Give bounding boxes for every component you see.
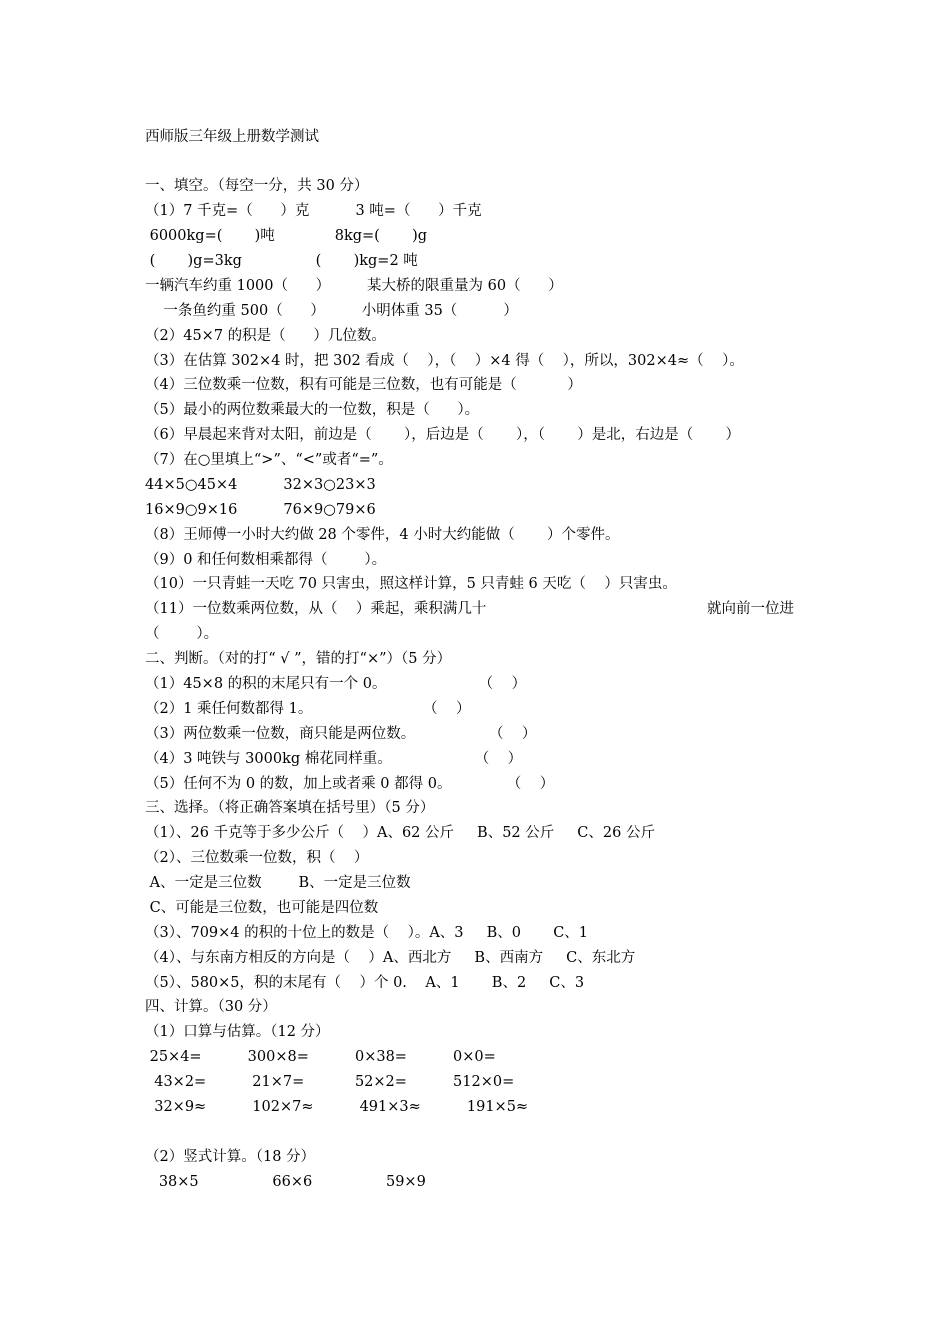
text-line: （1）、26 千克等于多少公斤（ ）A、62 公斤 B、52 公斤 C、26 公斤 [145, 825, 655, 841]
text-line: （5）最小的两位数乘最大的一位数，积是（ ）。 [145, 402, 480, 418]
text-line: （2）、三位数乘一位数，积（ ） [145, 850, 369, 866]
text-line: （1）口算与估算。（12 分） [145, 1024, 330, 1040]
text-line: （3）两位数乘一位数，商只能是两位数。 （ ） [145, 726, 537, 742]
text-line: 32×9≈ 102×7≈ 491×3≈ 191×5≈ [145, 1099, 529, 1115]
text-line: （11）一位数乘两位数，从（ ）乘起，乘积满几十 [145, 601, 487, 617]
text-line: （1）45×8 的积的末尾只有一个 0。 （ ） [145, 676, 527, 692]
text-line: 一、填空。（每空一分，共 30 分） [145, 178, 369, 194]
text-line: （10）一只青蛙一天吃 70 只害虫，照这样计算，5 只青蛙 6 天吃（ ）只害虫。 [145, 576, 677, 592]
page-title: 西师版三年级上册数学测试 [145, 129, 319, 145]
text-line: （6）早晨起来背对太阳，前边是（ ），后边是（ ），（ ）是北，右边是（ ） [145, 427, 741, 443]
text-line: C、可能是三位数，也可能是四位数 [145, 900, 379, 916]
text-line: （3）在估算 302×4 时，把 302 看成（ ），（ ）×4 得（ ），所以，302×4≈（ ）。 [145, 353, 744, 369]
text-line: 44×5○45×4 32×3○23×3 [145, 477, 376, 493]
text-line: （9）0 和任何数相乘都得（ ）。 [145, 552, 387, 568]
text-line: A、一定是三位数 B、一定是三位数 [145, 875, 411, 891]
text-line: （7）在○里填上“>”、“<”或者“=”。 [145, 452, 393, 468]
text-line: 6000kg=( )吨 8kg=( )g [145, 228, 428, 244]
text-line: （ ）。 [145, 626, 219, 642]
text-line: 一条鱼约重 500（ ） 小明体重 35（ ） [145, 303, 518, 319]
text-line: （5）、580×5，积的末尾有（ ）个 0. A、1 B、2 C、3 [145, 975, 585, 991]
section-heading: 二、判断。（对的打“ √ ”，错的打“×”）（5 分） [145, 651, 452, 667]
text-line: （4）、与东南方相反的方向是（ ）A、西北方 B、西南方 C、东北方 [145, 950, 636, 966]
text-line: 43×2= 21×7= 52×2= 512×0= [145, 1074, 515, 1090]
text-line: 38×5 66×6 59×9 [145, 1174, 426, 1190]
text-line: 16×9○9×16 76×9○79×6 [145, 502, 376, 518]
text-line: （2）竖式计算。（18 分） [145, 1149, 316, 1165]
text-line: 一辆汽车约重 1000（ ） 某大桥的限重量为 60（ ） [145, 278, 563, 294]
text-line: （4）三位数乘一位数，积有可能是三位数，也有可能是（ ） [145, 377, 582, 393]
text-line: （1）7 千克=（ ）克 3 吨=（ ）千克 [145, 203, 482, 219]
text-line: （5）任何不为 0 的数，加上或者乘 0 都得 0。 （ ） [145, 776, 555, 792]
text-line: ( )g=3kg ( )kg=2 吨 [145, 253, 418, 269]
carry-text: 就向前一位进 [707, 601, 794, 617]
text-line: （3）、709×4 的积的十位上的数是（ ）。A、3 B、0 C、1 [145, 925, 589, 941]
section-heading: 三、选择。（将正确答案填在括号里）（5 分） [145, 800, 435, 816]
section-heading: 四、计算。（30 分） [145, 999, 277, 1015]
text-line: （2）45×7 的积是（ ）几位数。 [145, 328, 386, 344]
text-line: （8）王师傅一小时大约做 28 个零件，4 小时大约能做（ ）个零件。 [145, 527, 620, 543]
text-line: 25×4= 300×8= 0×38= 0×0= [145, 1049, 496, 1065]
text-line: （2）1 乘任何数都得 1。 （ ） [145, 701, 471, 717]
text-line: （4）3 吨铁与 3000kg 棉花同样重。 （ ） [145, 751, 523, 767]
